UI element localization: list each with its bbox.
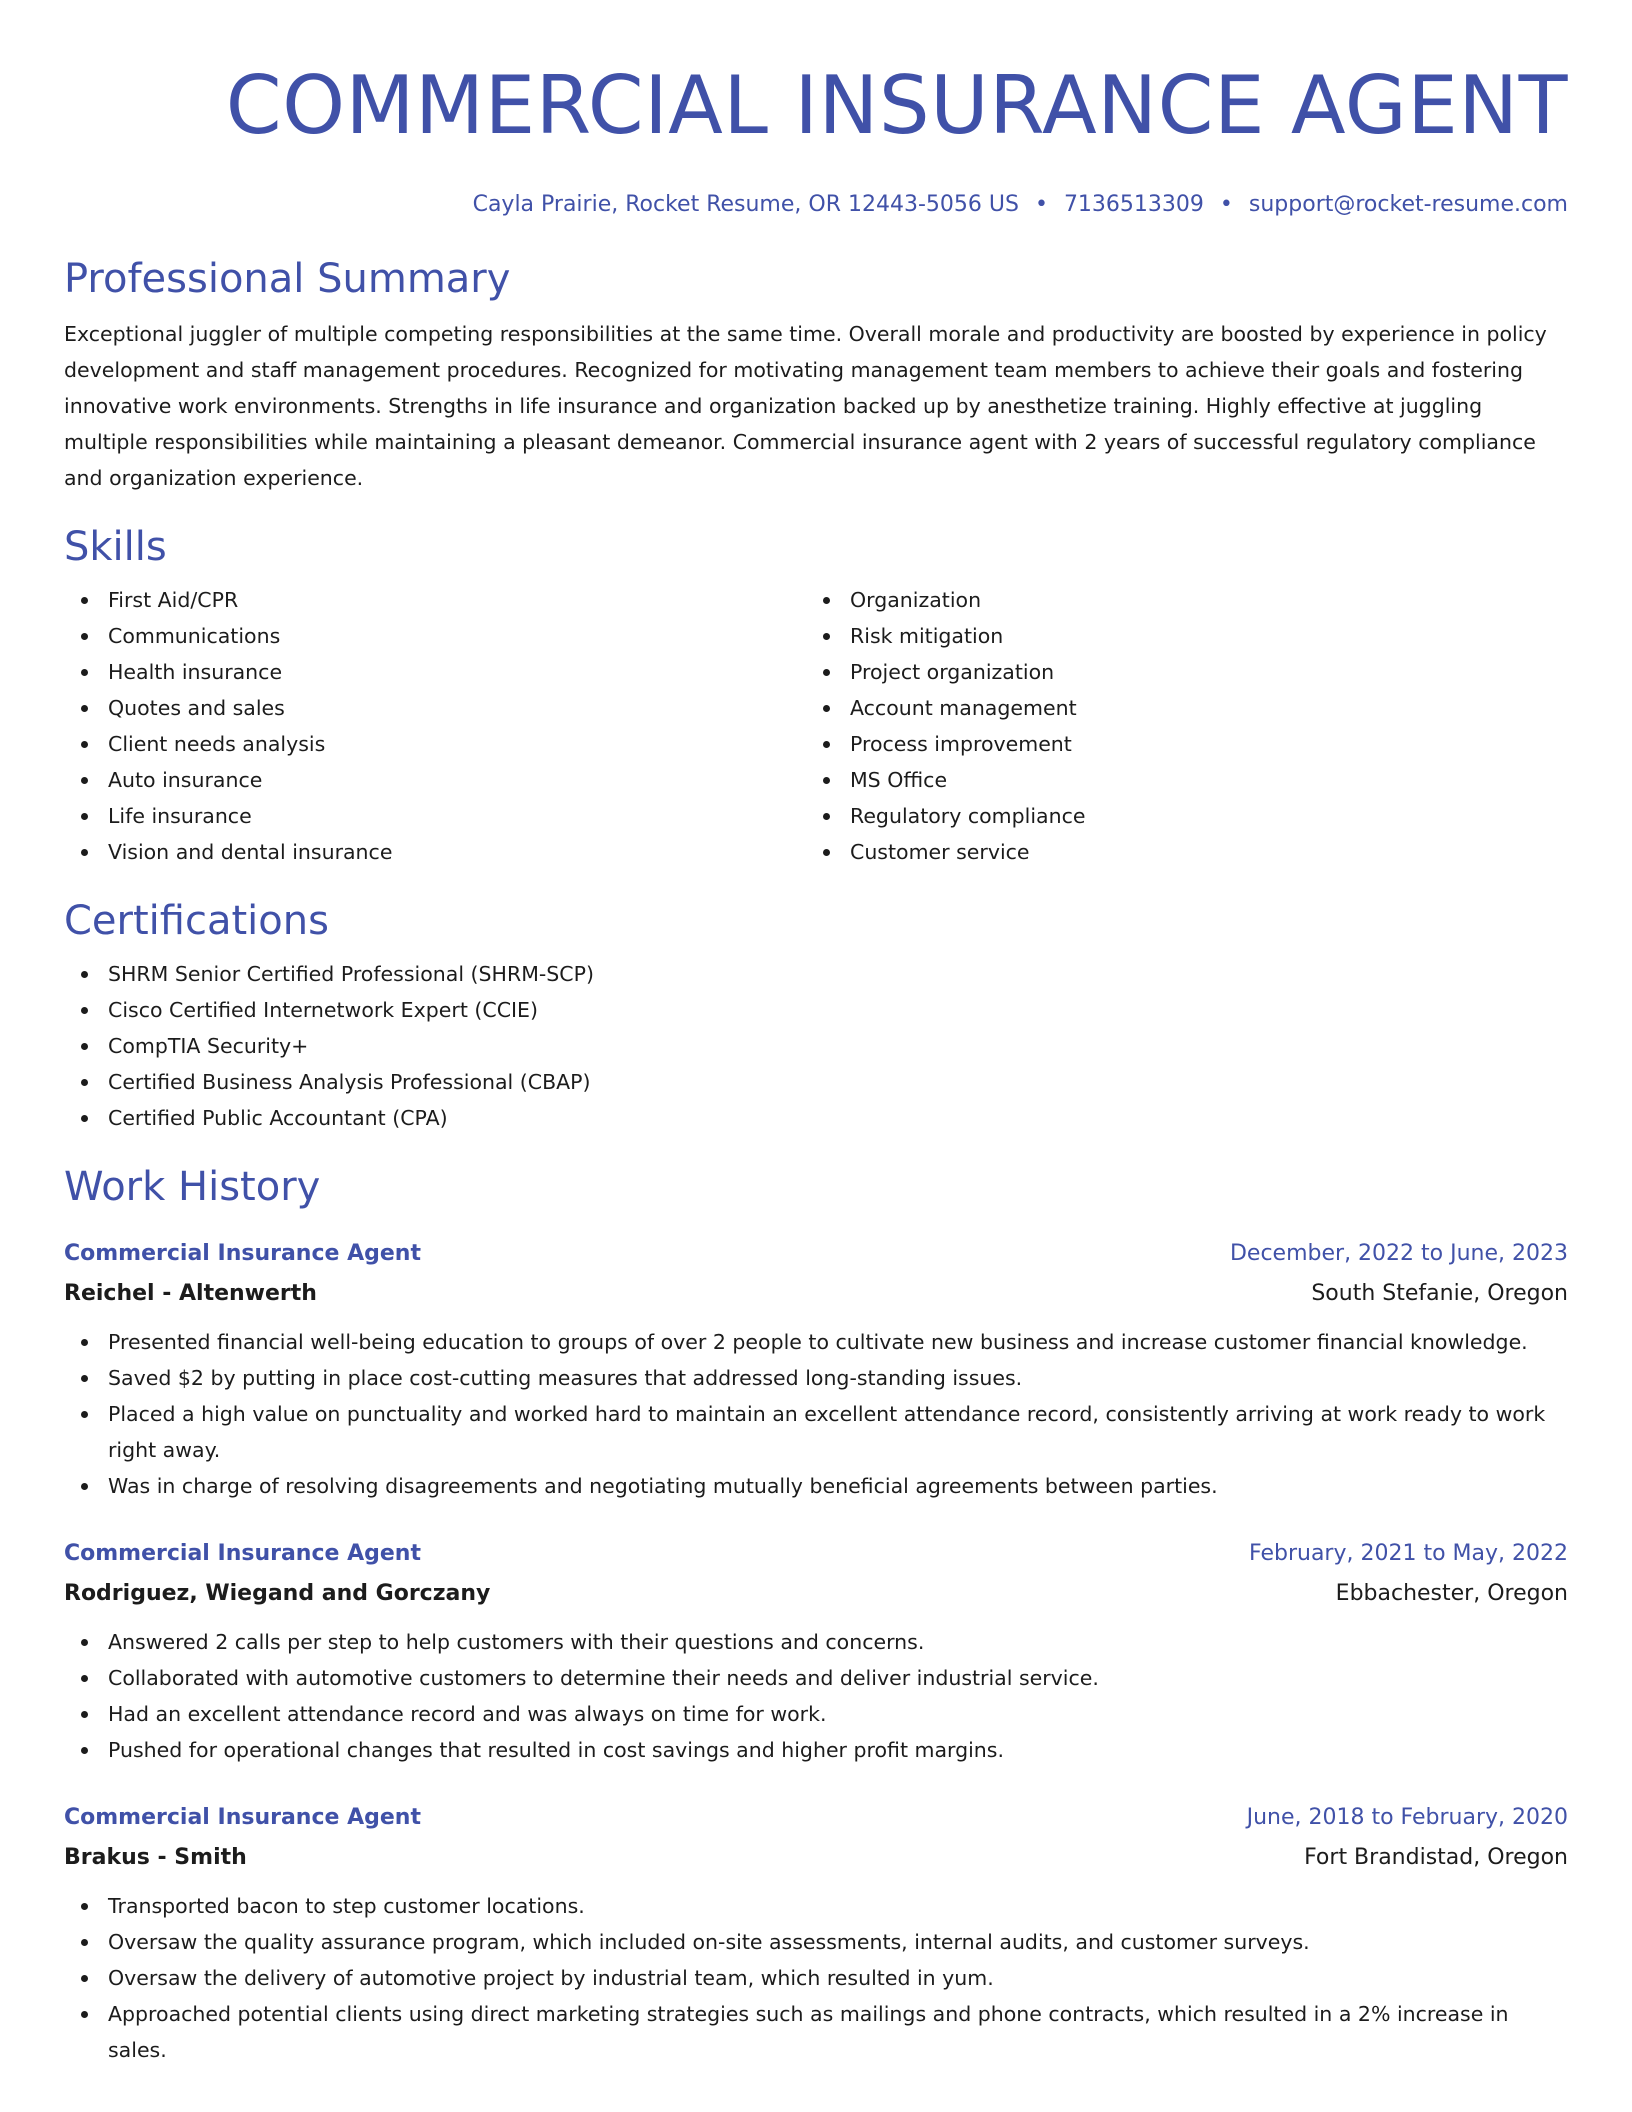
job-header-row — [64, 1534, 1568, 1574]
job-bullet: Placed a high value on punctuality and worked hard to maintain an excellent attendance record, consistently arriving at work ready to work right away. — [64, 1396, 1568, 1468]
contact-line — [64, 190, 1568, 220]
job-bullet: Transported bacon to step customer locations. — [64, 1888, 1568, 1924]
certification-item: Certified Business Analysis Professional (CBAP) — [64, 1064, 1568, 1100]
certifications-heading: Certifications — [64, 898, 329, 944]
skill-item: Auto insurance — [64, 762, 806, 798]
job-title: Commercial Insurance Agent — [64, 1541, 421, 1566]
skill-item: Life insurance — [64, 798, 806, 834]
skill-item: Client needs analysis — [64, 726, 806, 762]
contact-phone: 7136513309 — [1063, 192, 1204, 217]
job-company-row — [64, 1574, 1568, 1614]
skill-item: Vision and dental insurance — [64, 834, 806, 870]
skill-item: Organization — [806, 582, 1548, 618]
certification-item: CompTIA Security+ — [64, 1028, 1568, 1064]
job-location: Ebbachester, Oregon — [1335, 1581, 1568, 1606]
job-title: Commercial Insurance Agent — [64, 1241, 421, 1266]
job-company-row — [64, 1838, 1568, 1878]
skills-left-list — [64, 582, 806, 870]
job-bullets — [64, 1624, 1568, 1768]
job-company: Rodriguez, Wiegand and Gorczany — [64, 1581, 491, 1606]
skill-item: Account management — [806, 690, 1548, 726]
job-bullet: Had an excellent attendance record and was always on time for work. — [64, 1696, 1568, 1732]
contact-separator: • — [1034, 192, 1048, 217]
job-company-row — [64, 1274, 1568, 1314]
job-bullet: Approached potential clients using direct marketing strategies such as mailings and phone contracts, which resulted in a 2% increase in sales. — [64, 1996, 1568, 2068]
contact-address: Cayla Prairie, Rocket Resume, OR 12443-5056 US — [472, 192, 1019, 217]
skill-item: Process improvement — [806, 726, 1548, 762]
job-bullet: Oversaw the delivery of automotive project by industrial team, which resulted in yum. — [64, 1960, 1568, 1996]
job-bullet: Answered 2 calls per step to help customers with their questions and concerns. — [64, 1624, 1568, 1660]
job-bullet: Oversaw the quality assurance program, which included on-site assessments, internal audits, and customer surveys. — [64, 1924, 1568, 1960]
job-title: Commercial Insurance Agent — [64, 1805, 421, 1830]
job-entry — [64, 1534, 1568, 1768]
job-bullet: Was in charge of resolving disagreements and negotiating mutually beneficial agreements between parties. — [64, 1468, 1568, 1504]
job-company: Brakus - Smith — [64, 1845, 247, 1870]
skill-item: MS Office — [806, 762, 1548, 798]
work-history-heading: Work History — [64, 1164, 321, 1210]
summary-heading: Professional Summary — [64, 256, 511, 302]
job-bullets — [64, 1888, 1568, 2068]
certification-item: Cisco Certified Internetwork Expert (CCIE) — [64, 992, 1568, 1028]
job-bullet: Saved $2 by putting in place cost-cutting measures that addressed long-standing issues. — [64, 1360, 1568, 1396]
certification-item: SHRM Senior Certified Professional (SHRM-SCP) — [64, 956, 1568, 992]
job-bullet: Presented financial well-being education to groups of over 2 people to cultivate new business and increase customer financial knowledge. — [64, 1324, 1568, 1360]
job-entry — [64, 1798, 1568, 2068]
job-dates: June, 2018 to February, 2020 — [1246, 1805, 1568, 1830]
skill-item: Customer service — [806, 834, 1548, 870]
job-header-row — [64, 1798, 1568, 1838]
job-entry — [64, 1234, 1568, 1504]
job-location: Fort Brandistad, Oregon — [1304, 1845, 1568, 1870]
summary-text: Exceptional juggler of multiple competing responsibilities at the same time. Overall morale and productivity are boosted by experience in policy development and staff management procedures. Recognized for motivating management team members to achieve their goals and fostering innovative work environments. Strengths in life insurance and organization backed up by anesthetize training. Highly effective at juggling multiple responsibilities while maintaining a pleasant demeanor. Commercial insurance agent with 2 years of successful regulatory compliance and organization experience. — [64, 322, 1547, 490]
skills-right-list — [806, 582, 1548, 870]
skill-item: Risk mitigation — [806, 618, 1548, 654]
job-location: South Stefanie, Oregon — [1311, 1281, 1568, 1306]
skill-item: First Aid/CPR — [64, 582, 806, 618]
contact-separator: • — [1219, 192, 1233, 217]
job-dates: February, 2021 to May, 2022 — [1249, 1541, 1568, 1566]
certifications-list — [64, 956, 1568, 1136]
skill-item: Regulatory compliance — [806, 798, 1548, 834]
job-dates: December, 2022 to June, 2023 — [1229, 1241, 1568, 1266]
skill-item: Quotes and sales — [64, 690, 806, 726]
resume-name: COMMERCIAL INSURANCE AGENT — [225, 59, 1568, 152]
contact-email: support@rocket-resume.com — [1248, 192, 1568, 217]
skills-heading: Skills — [64, 524, 167, 570]
certification-item: Certified Public Accountant (CPA) — [64, 1100, 1568, 1136]
skill-item: Project organization — [806, 654, 1548, 690]
job-bullet: Pushed for operational changes that resulted in cost savings and higher profit margins. — [64, 1732, 1568, 1768]
job-header-row — [64, 1234, 1568, 1274]
skills-columns — [64, 582, 1568, 870]
job-bullet: Collaborated with automotive customers to determine their needs and deliver industrial service. — [64, 1660, 1568, 1696]
job-bullets — [64, 1324, 1568, 1504]
skill-item: Health insurance — [64, 654, 806, 690]
skill-item: Communications — [64, 618, 806, 654]
job-company: Reichel - Altenwerth — [64, 1281, 317, 1306]
